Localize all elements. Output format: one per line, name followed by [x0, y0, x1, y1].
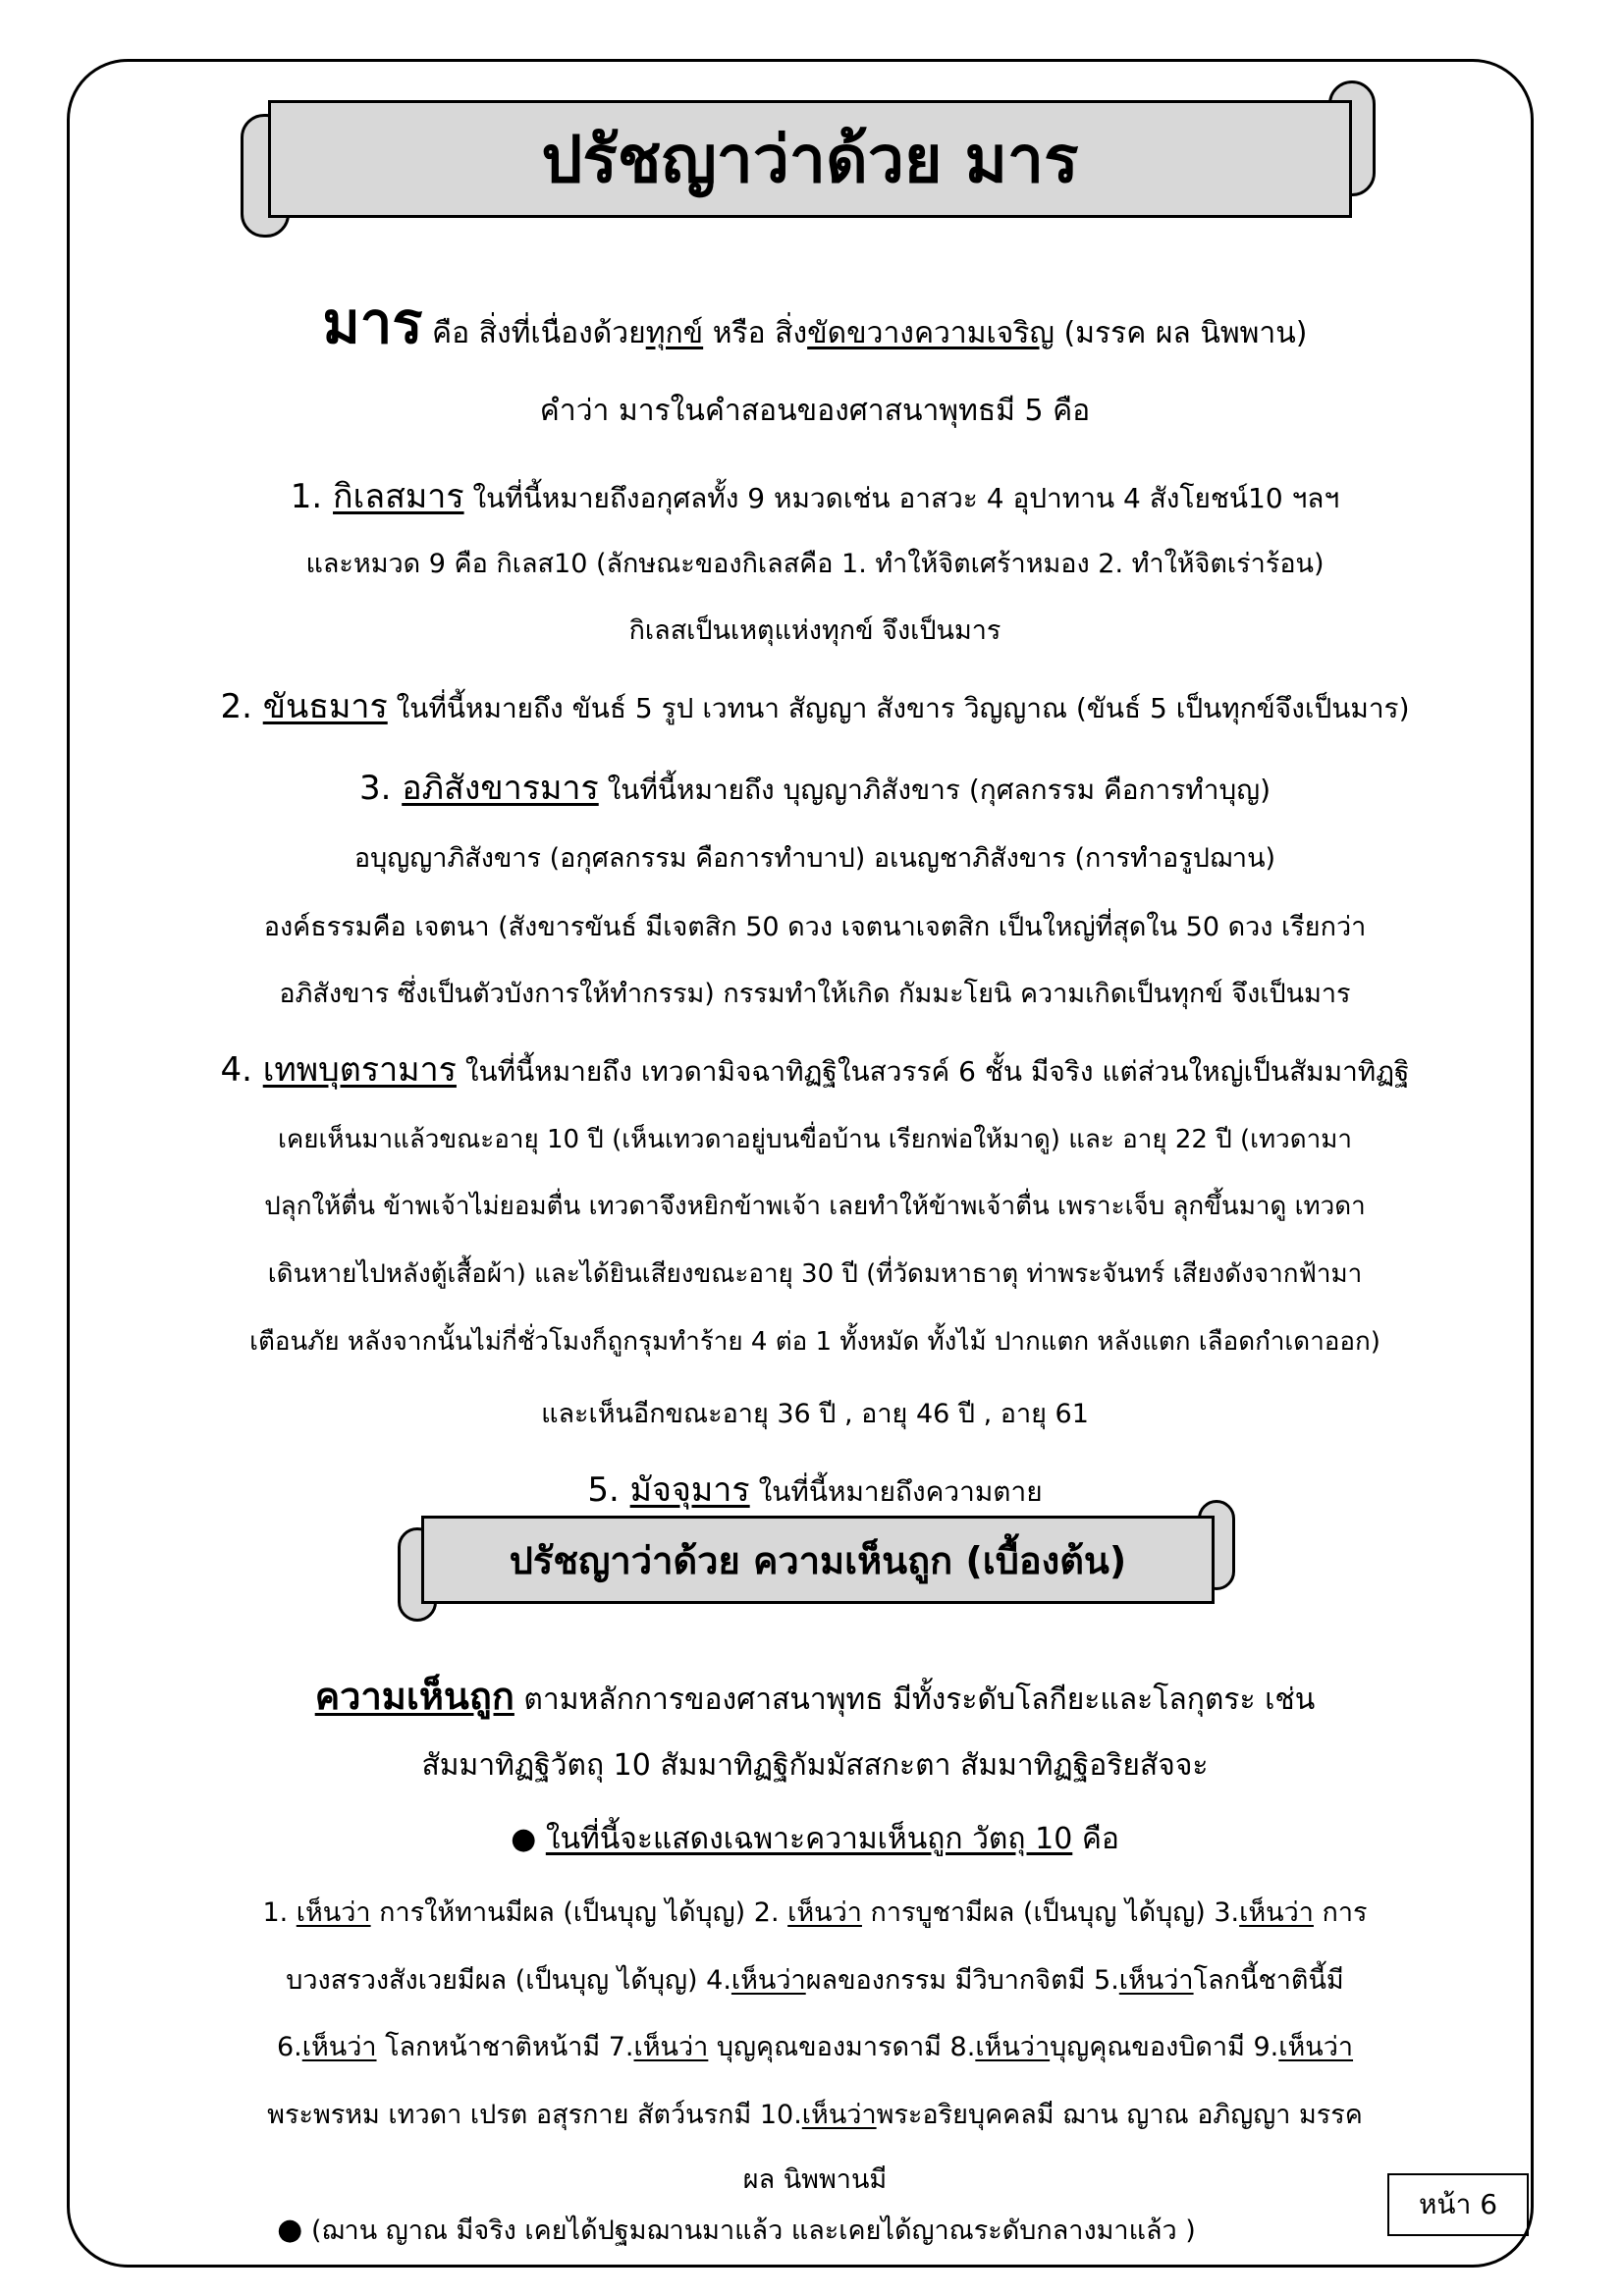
right-view-types: สัมมาทิฏฐิวัตถุ 10 สัมมาทิฏฐิกัมมัสสกะตา สัมมาทิฏฐิอริยสัจจะ [421, 1748, 1209, 1783]
item-3-line-3: องค์ธรรมคือ เจตนา (สังขารขันธ์ มีเจตสิก 50 ดวง เจตนาเจตสิก เป็นใหญ่ที่สุดใน 50 ดวง เรียกว่า [263, 912, 1367, 942]
item-1-line-2: และหมวด 9 คือ กิเลส10 (ลักษณะของกิเลสคือ 1. ทำให้จิตเศร้าหมอง 2. ทำให้จิตเร่าร้อน) [305, 549, 1325, 579]
item-4-line-4: เดินหายไปหลังตู้เสื้อผ้า) และได้ยินเสียงขณะอายุ 30 ปี (ที่วัดมหาธาตุ ท่าพระจันทร์ เสียงดังจากฟ้ามา [267, 1259, 1363, 1289]
right-view-list-line-1: 1. เห็นว่า การให้ทานมีผล (เป็นบุญ ได้บุญ) 2. เห็นว่า การบูชามีผล (เป็นบุญ ได้บุญ) 3.เห็นว่า การ [262, 1897, 1368, 1928]
subtitle-five-maras: คำว่า มารในคำสอนของศาสนาพุทธมี 5 คือ [539, 394, 1091, 428]
page-number: หน้า 6 [1387, 2173, 1529, 2236]
bullet-icon: ● [511, 1822, 537, 1856]
item-4-line-5: เตือนภัย หลังจากนั้นไม่กี่ชั่วโมงก็ถูกรุมทำร้าย 4 ต่อ 1 ทั้งหมัด ทั้งไม้ ปากแตก หลังแตก เลือดกำเดาออก) [249, 1327, 1380, 1357]
bullet-icon: ● [277, 2213, 303, 2247]
right-view-bullet-heading: ● ในที่นี้จะแสดงเฉพาะความเห็นถูก วัตถุ 10 คือ [511, 1822, 1119, 1856]
item-3-line-1: 3. อภิสังขารมาร ในที่นี้หมายถึง บุญญาภิสังขาร (กุศลกรรม คือการทำบุญ) [358, 769, 1271, 808]
item-5-line-1: 5. มัจจุมาร ในที่นี้หมายถึงความตาย [587, 1470, 1043, 1510]
item-1-line-1: 1. กิเลสมาร ในที่นี้หมายถึงอกุศลทั้ง 9 หมวดเช่น อาสวะ 4 อุปาทาน 4 สังโยชน์10 ฯลฯ [290, 477, 1340, 516]
item-3-line-4: อภิสังขาร ซึ่งเป็นตัวบังการให้ทำกรรม) กรรมทำให้เกิด กัมมะโยนิ ความเกิดเป็นทุกข์ จึงเป็นมาร [279, 979, 1351, 1009]
right-view-list-line-2: บวงสรวงสังเวยมีผล (เป็นบุญ ได้บุญ) 4.เห็นว่าผลของกรรม มีวิบากจิตมี 5.เห็นว่าโลกนี้ชาตินี้มี [286, 1965, 1344, 1996]
right-view-list-line-4: พระพรหม เทวดา เปรต อสุรกาย สัตว์นรกมี 10.เห็นว่าพระอริยบุคคลมี ฌาน ญาณ อภิญญา มรรค [267, 2100, 1363, 2130]
page-title: ปรัชญาว่าด้วย มาร [268, 100, 1352, 218]
right-view-note: ● (ฌาน ญาณ มีจริง เคยได้ปฐมฌานมาแล้ว และเคยได้ญาณระดับกลางมาแล้ว ) [277, 2213, 1196, 2247]
right-view-list-line-3: 6.เห็นว่า โลกหน้าชาติหน้ามี 7.เห็นว่า บุญคุณของมารดามี 8.เห็นว่าบุญคุณของบิดามี 9.เห็นว่า [276, 2032, 1354, 2062]
item-2-line-1: 2. ขันธมาร ในที่นี้หมายถึง ขันธ์ 5 รูป เวทนา สัญญา สังขาร วิญญาณ (ขันธ์ 5 เป็นทุกข์จึงเป็นมาร) [220, 687, 1410, 726]
item-3-line-2: อบุญญาภิสังขาร (อกุศลกรรม คือการทำบาป) อเนญชาภิสังขาร (การทำอรูปฌาน) [353, 843, 1276, 874]
item-4-line-3: ปลุกให้ตื่น ข้าพเจ้าไม่ยอมตื่น เทวดาจึงหยิกข้าพเจ้า เลยทำให้ข้าพเจ้าตื่น เพราะเจ็บ ลุกขึ้นมาดู เทวดา [264, 1192, 1366, 1221]
right-view-intro: ความเห็นถูก ตามหลักการของศาสนาพุทธ มีทั้งระดับโลกียะและโลกุตระ เช่น [314, 1675, 1316, 1718]
right-view-list-line-5: ผล นิพพานมี [742, 2164, 888, 2195]
section-banner [398, 1500, 1237, 1628]
mara-definition: มาร คือ สิ่งที่เนื่องด้วยทุกข์ หรือ สิ่งขัดขวางความเจริญ (มรรค ผล นิพพาน) [322, 290, 1308, 356]
section-title: ปรัชญาว่าด้วย ความเห็นถูก (เบื้องต้น) [421, 1516, 1215, 1604]
title-banner [241, 80, 1380, 247]
item-4-line-6: และเห็นอีกขณะอายุ 36 ปี , อายุ 46 ปี , อายุ 61 [541, 1399, 1089, 1429]
item-4-line-1: 4. เทพบุตรามาร ในที่นี้หมายถึง เทวดามิจฉาทิฏฐิในสวรรค์ 6 ชั้น มีจริง แต่ส่วนใหญ่เป็นสัมมาทิฏฐิ [220, 1050, 1410, 1090]
item-1-line-3: กิเลสเป็นเหตุแห่งทุกข์ จึงเป็นมาร [628, 615, 1001, 646]
item-4-line-2: เคยเห็นมาแล้วขณะอายุ 10 ปี (เห็นเทวดาอยู่บนขื่อบ้าน เรียกพ่อให้มาดู) และ อายุ 22 ปี (เทวดามา [278, 1125, 1352, 1154]
